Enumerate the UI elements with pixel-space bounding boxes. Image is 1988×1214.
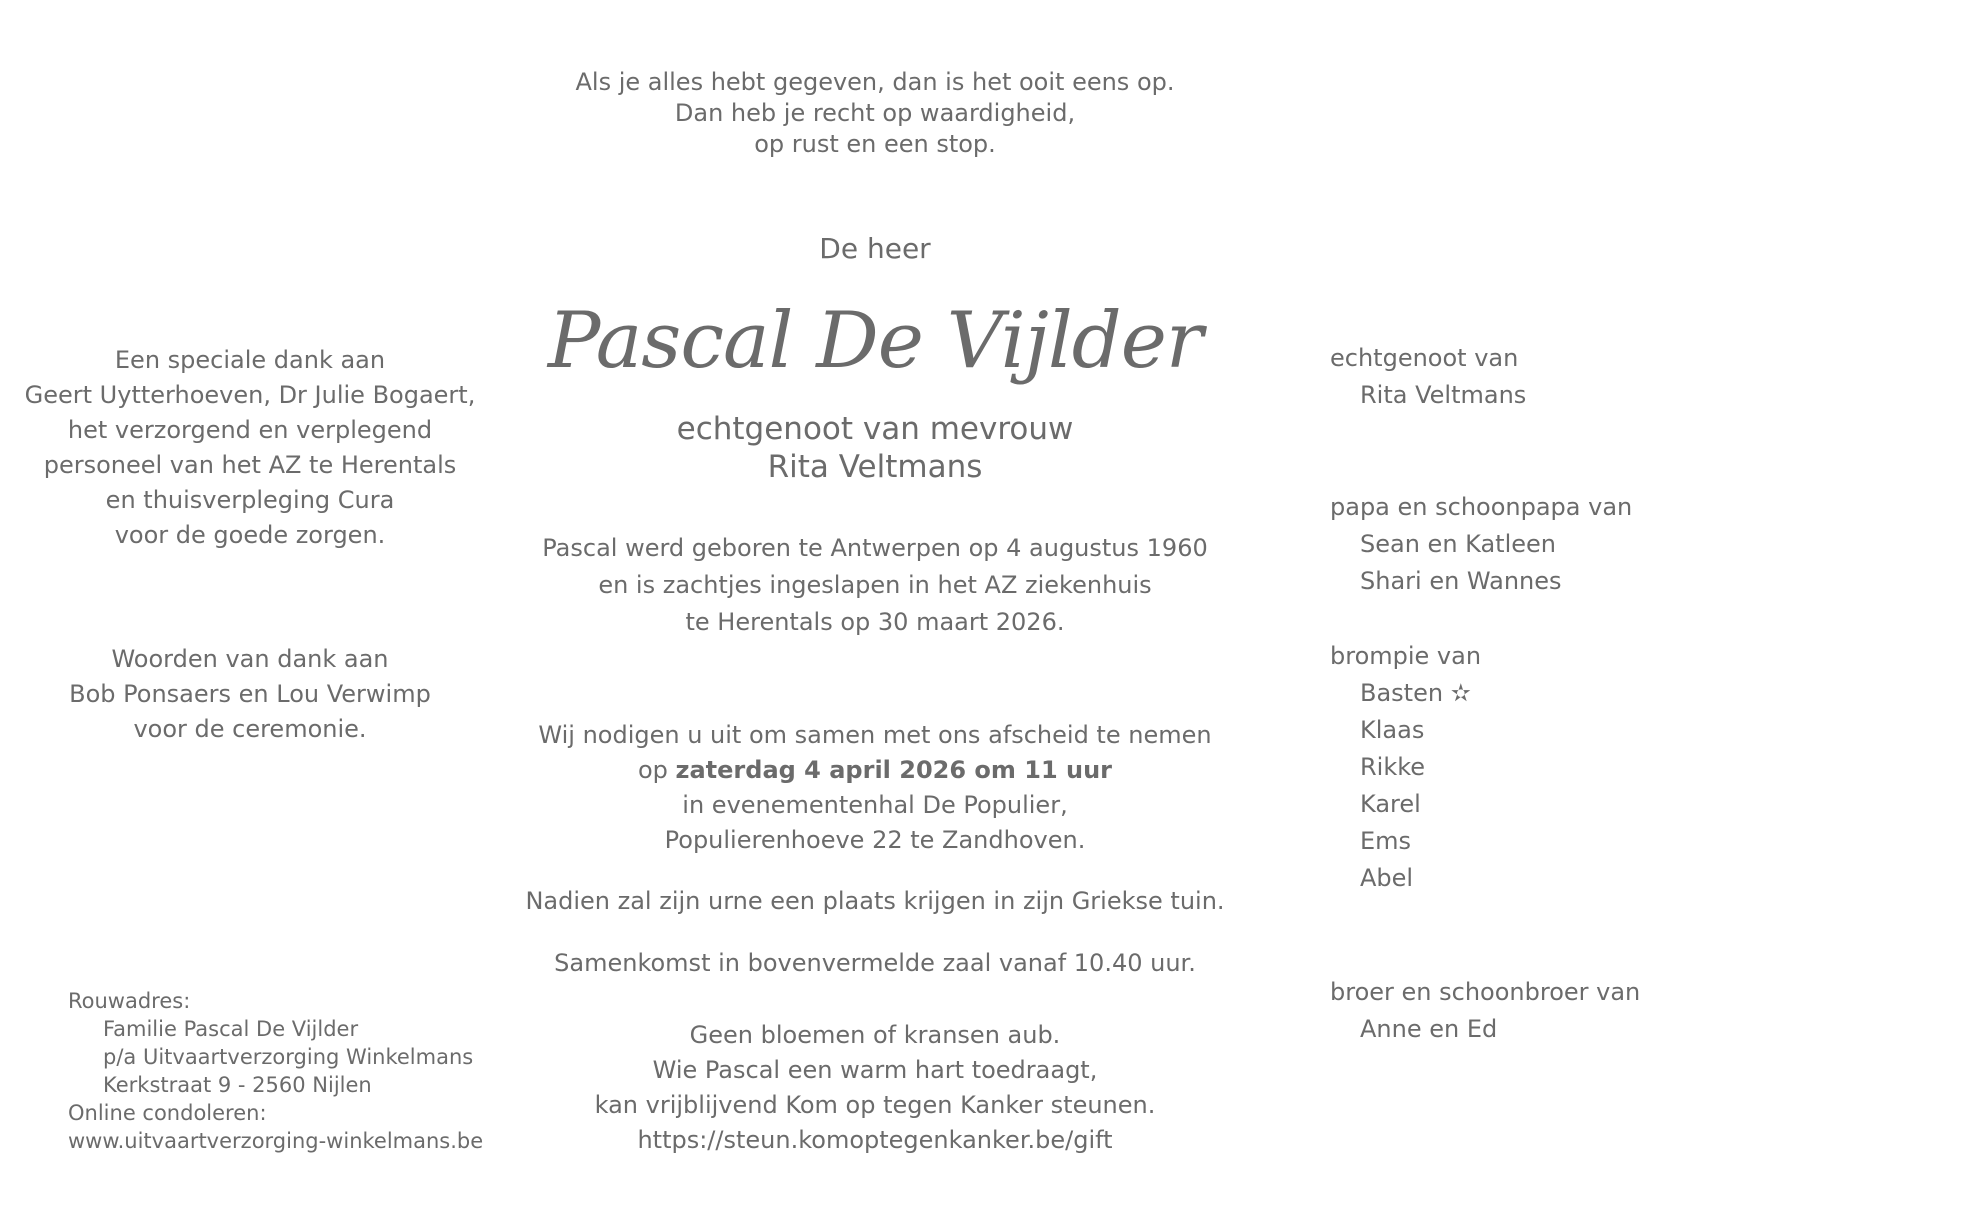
invite-line: Populierenhoeve 22 te Zandhoven. (664, 826, 1086, 854)
opening-poem (500, 67, 1250, 160)
address-line: Kerkstraat 9 - 2560 Nijlen (103, 1073, 372, 1097)
thanks-line: voor de ceremonie. (133, 715, 367, 743)
family-name: Ems (1360, 827, 1412, 855)
family-siblings (1330, 974, 1640, 1048)
thanks-line: Bob Ponsaers en Lou Verwimp (69, 680, 431, 708)
birth-death-notice (500, 530, 1250, 641)
family-name: Basten ✫ (1360, 679, 1471, 707)
gathering-notice: Samenkomst in bovenvermelde zaal vanaf 10.40 uur. (554, 949, 1196, 977)
spouse-name: Rita Veltmans (767, 449, 983, 485)
spouse-relation: echtgenoot van mevrouw (676, 411, 1074, 447)
family-heading: brompie van (1330, 642, 1482, 670)
deceased-name: Pascal De Vijlder (547, 296, 1203, 386)
donation-line: Geen bloemen of kransen aub. (689, 1021, 1061, 1049)
donation-link[interactable]: https://steun.komoptegenkanker.be/gift (637, 1126, 1113, 1154)
address-line: p/a Uitvaartverzorging Winkelmans (103, 1045, 474, 1069)
notice-line: te Herentals op 30 maart 2026. (685, 608, 1065, 636)
thanks-line: Een speciale dank aan (114, 346, 386, 374)
notice-line: Pascal werd geboren te Antwerpen op 4 augustus 1960 (542, 534, 1208, 562)
notice-line: en is zachtjes ingeslapen in het AZ ziekenhuis (598, 571, 1152, 599)
address-line: Familie Pascal De Vijlder (103, 1017, 359, 1041)
online-condolence-heading: Online condoleren: (68, 1101, 267, 1125)
family-name: Karel (1360, 790, 1421, 818)
invite-date-line (500, 753, 1250, 788)
family-name: Sean en Katleen (1360, 530, 1556, 558)
address-heading: Rouwadres: (68, 989, 191, 1013)
family-name: Rita Veltmans (1360, 381, 1527, 409)
thanks-line: voor de goede zorgen. (114, 521, 386, 549)
salutation: De heer (819, 232, 931, 265)
donation-line: kan vrijblijvend Kom op tegen Kanker steunen. (594, 1091, 1156, 1119)
donation-line: Wie Pascal een warm hart toedraagt, (652, 1056, 1098, 1084)
family-heading: papa en schoonpapa van (1330, 493, 1633, 521)
thanks-line: Woorden van dank aan (111, 645, 389, 673)
condolence-website-link[interactable]: www.uitvaartverzorging-winkelmans.be (68, 1129, 484, 1153)
family-name: Rikke (1360, 753, 1426, 781)
family-children (1330, 489, 1632, 600)
family-heading: echtgenoot van (1330, 344, 1519, 372)
poem-line: op rust en een stop. (754, 130, 996, 158)
invite-line: Wij nodigen u uit om samen met ons afscheid te nemen (538, 721, 1212, 749)
donation-notice (500, 1018, 1250, 1158)
family-heading: broer en schoonbroer van (1330, 978, 1641, 1006)
family-name: Abel (1360, 864, 1414, 892)
urn-notice: Nadien zal zijn urne een plaats krijgen in zijn Griekse tuin. (525, 887, 1225, 915)
poem-line: Als je alles hebt gegeven, dan is het ooit eens op. (575, 68, 1175, 96)
spouse-subtitle (500, 410, 1250, 486)
thanks-ceremony (20, 642, 480, 747)
invite-line: in evenementenhal De Populier, (682, 791, 1068, 819)
ceremony-invitation (500, 718, 1250, 858)
thanks-line: personeel van het AZ te Herentals (43, 451, 457, 479)
family-name: Anne en Ed (1360, 1015, 1498, 1043)
thanks-line: Geert Uytterhoeven, Dr Julie Bogaert, (24, 381, 476, 409)
family-name: Shari en Wannes (1360, 567, 1562, 595)
family-grandchildren (1330, 638, 1481, 897)
thanks-line: en thuisverpleging Cura (105, 486, 395, 514)
ceremony-date: zaterdag 4 april 2026 om 11 uur (675, 756, 1113, 784)
poem-line: Dan heb je recht op waardigheid, (674, 99, 1076, 127)
invite-prefix: op (637, 756, 676, 784)
thanks-line: het verzorgend en verplegend (67, 416, 433, 444)
family-name: Klaas (1360, 716, 1425, 744)
family-spouse (1330, 340, 1526, 414)
thanks-care (20, 343, 480, 553)
mourning-address (68, 987, 483, 1155)
